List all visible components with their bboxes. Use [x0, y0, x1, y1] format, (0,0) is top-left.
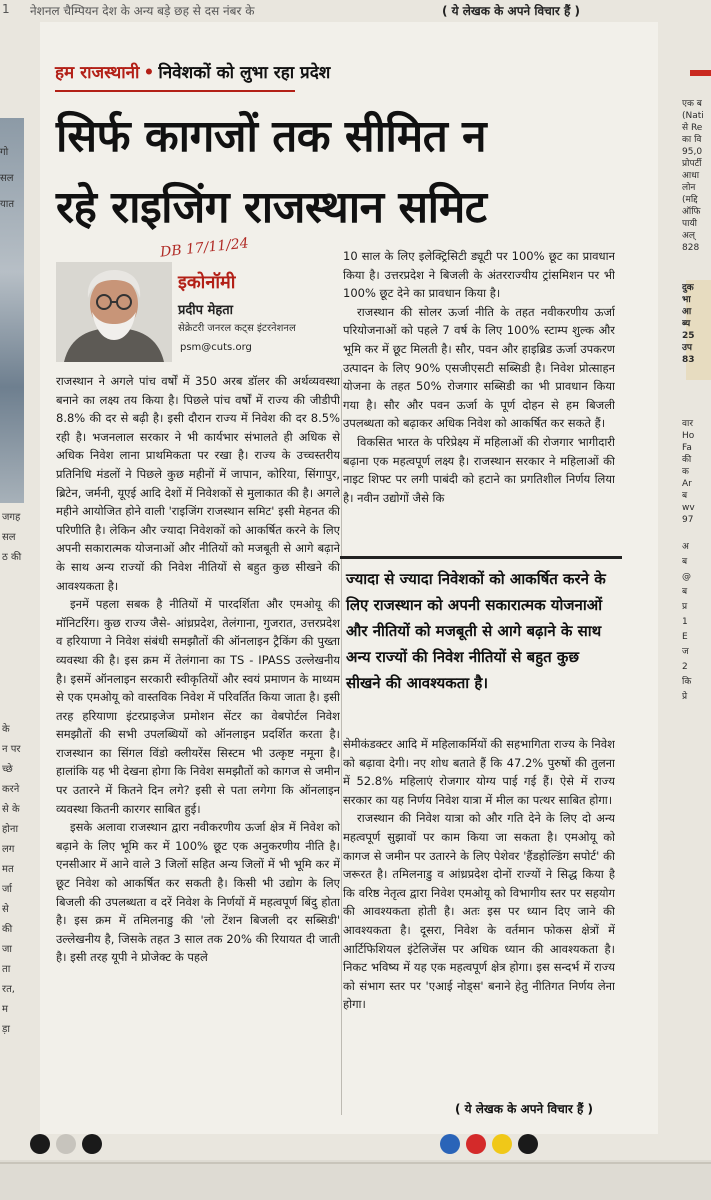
author-email: psm@cuts.org — [180, 342, 252, 353]
section-label: इकोनॉमी — [178, 272, 236, 293]
article-body-right-column-bottom — [343, 735, 615, 1093]
body-paragraph: इनमें पहला सबक है नीतियों में पारदर्शिता और एमओयू की मॉनिटरिंग। कुछ राज्य जैसे- आंध्रप्रदेश, तेलंगाना, गुजरात, उत्तरप्रदेश व हरियाणा ने निवेश संबंधी समझौतों की ऑनलाइन ट्रैकिंग की पुख्ता व्यवस्था की है। इस क्रम में तेलंगाना का TS - IPASS उल्लेखनीय है। इसमें ऑनलाइन सरकारी स्वीकृतियों और स्वयं प्रमाणन के माध्यम से एक एमओयू को वास्तविक निवेश में परिवर्तित किया जाता है। इसी तरह हरियाणा इंटरप्राइजेज प्रमोशन सेंटर का वेबपोर्टल निवेश समझौतों की सभी उपलब्धियों को ऑनलाइन प्रदर्शित करता है। राजस्थान का सिंगल विंडो क्लीयरेंस सिस्टम भी उत्कृष्ट नमूना है। हालांकि यह भी देखना होगा कि निवेश समझौतों को कागज से जमीन पर उतारने में कितने दिन लगे? इसी से पता लगेगा कि ऑनलाइन व्यवस्था कितनी कारगर साबित हुई। — [56, 597, 340, 816]
kicker-bullet: • — [143, 63, 155, 83]
page-bottom-rule — [0, 1162, 711, 1164]
pull-quote: ज्यादा से ज्यादा निवेशकों को आकर्षित करने के लिए राजस्थान को अपनी सकारात्मक योजनाओं और नीतियों को मजबूती से आगे बढ़ाने के साथ अन्य राज्यों की निवेश नीतियों से बहुत कुछ सीखने की आवश्यकता है। — [346, 570, 606, 692]
registration-dot — [56, 1134, 76, 1154]
body-paragraph: राजस्थान की सोलर ऊर्जा नीति के तहत नवीकरणीय ऊर्जा परियोजनाओं को पहले 7 वर्ष के लिए 100% स्टाम्प शुल्क और भूमि कर में छूट मिलती है। सौर, पवन और हाइब्रिड ऊर्जा उपकरण उत्पादन के लिए 90% एसजीएसटी सब्सिडी है। निवेश प्रोत्साहन योजना के तहत 50% रोजगार सब्सिडी का भी प्रावधान किया गया है। सौर और पवन ऊर्जा के पूर्ण दोहन से हम बिजली उपलब्धता को बढ़ाकर अधिक निवेश को आकर्षित कर सकते हैं। — [343, 304, 615, 431]
author-portrait-sketch — [56, 262, 172, 362]
body-paragraph: 10 साल के लिए इलेक्ट्रिसिटी ड्यूटी पर 100% छूट का प्रावधान किया है। उत्तरप्रदेश ने बिजली के अंतरराज्यीय ट्रांसमिशन पर भी 100% छूट देने का प्रावधान किया है। — [343, 249, 615, 301]
author-name: प्रदीप मेहता — [178, 303, 234, 318]
registration-dot — [492, 1134, 512, 1154]
registration-dot — [30, 1134, 50, 1154]
headline-line-2: रहे राइजिंग राजस्थान समिट — [56, 182, 487, 233]
print-registration-bar — [0, 1128, 711, 1160]
article-kicker — [55, 60, 330, 83]
right-neighbor-fragment-b: दुक भा आ ब्य 25 उप 83 — [682, 283, 695, 365]
handwritten-date-annotation: DB 17/11/24 — [159, 235, 250, 261]
body-paragraph: विकसित भारत के परिप्रेक्ष्य में महिलाओं की रोजगार भागीदारी बढ़ाना एक महत्वपूर्ण लक्ष्य है। राजस्थान सरकार ने महिलाओं की नाइट शिफ्ट पर लगी पाबंदी को हटाने का प्रगतिशील निर्णय लिया है। नवीन उद्योगों जैसे कि — [343, 434, 615, 505]
left-neighbor-fragment-b: के न पर च्छे करने से के होना लग मत र्जा से की जा ता रत, म ड़ा — [2, 724, 21, 1035]
article-body-right-column-top — [343, 247, 615, 535]
kicker-topic: निवेशकों को लुभा रहा प्रदेश — [158, 63, 331, 83]
kicker-underline — [55, 90, 295, 92]
previous-article-credit: ( ये लेखक के अपने विचार हैं ) — [442, 4, 580, 18]
headline-line-1: सिर्फ कागजों तक सीमित न — [56, 111, 487, 162]
registration-dot — [466, 1134, 486, 1154]
registration-dot — [440, 1134, 460, 1154]
right-neighbor-fragment-c: वार Ho Fa की क Ar ब wv 97 — [682, 419, 695, 525]
series-label: हम राजस्थानी — [55, 63, 140, 83]
page-fragment-number: 1 — [2, 2, 10, 16]
article-body-left-column — [56, 372, 340, 1117]
previous-article-fragment: नेशनल चैम्पियन देश के अन्य बड़े छह से दस नंबर के — [30, 4, 255, 18]
body-paragraph: सेमीकंडक्टर आदि में महिलाकर्मियों की सहभागिता राज्य के निवेश को बढ़ावा देगी। नए शोध बताते हैं कि 47.2% पुरुषों की तुलना में 52.8% महिलाएं रोजगार योग्य पाई गई हैं। ऐसे में राज्य सरकार का यह निर्णय निवेश यात्रा में मील का पत्थर साबित होगा। — [343, 737, 615, 807]
registration-dot — [518, 1134, 538, 1154]
right-neighbor-fragment-d: अ ब @ ब प्र 1 E ज 2 कि प्रे — [682, 542, 692, 702]
body-paragraph: इसके अलावा राजस्थान द्वारा नवीकरणीय ऊर्जा क्षेत्र में निवेश को बढ़ाने के लिए भूमि कर में 100% छूट एक अनुकरणीय नीति है। एनसीआर में आने वाले 3 जिलों सहित अन्य जिलों में भी भूमि कर में छूट निवेश को आकर्षित कर सकती है। किसी भी उद्योग के लिए बिजली की उपलब्धता व दरें निवेश के निर्णयों में महत्वपूर्ण बिंदु होता है। इस क्रम में तमिलनाडु की 'लो टेंशन बिजली दर सब्सिडी' उल्लेखनीय है, जिसके तहत 3 साल तक 20% की रियायत दी जाती है। इसी तरह यूपी ने प्रोजेक्ट के पहले — [56, 820, 340, 965]
page-bottom-margin — [0, 1160, 711, 1200]
neighbor-red-mark — [690, 70, 711, 76]
left-neighbor-top-fragment: गो सल यात — [0, 147, 15, 210]
author-title: सेक्रेटरी जनरल कट्स इंटरनेशनल — [178, 323, 296, 334]
column-divider — [341, 370, 342, 1115]
body-paragraph: राजस्थान की निवेश यात्रा को और गति देने के लिए दो अन्य महत्वपूर्ण सुझावों पर काम किया जा सकता है। एमओयू को कागज से जमीन पर उतारने के लिए पेशेवर 'हैंडहोल्डिंग सपोर्ट' की जरूरत है। तमिलनाडु व आंध्रप्रदेश दोनों राज्यों ने सिद्ध किया है कि वरिष्ठ नेतृत्व द्वारा निवेश एमओयू को विभागीय स्तर पर सहयोग की आवश्यकता होती है। अतः इस पर ध्यान दिए जाने की आवश्यकता है। दूसरा, निवेश के वर्तमान फोकस क्षेत्रों में आर्टिफिशियल इंटेलिजेंस पर अधिक ध्यान की आवश्यकता है। निकट भविष्य में यह एक महत्वपूर्ण क्षेत्र होगा। इस सन्दर्भ में राज्य को संभाग स्तर पर 'एआई नोड्स' बनाने हेतु नीतिगत निर्णय लेना होगा। — [343, 811, 615, 1012]
right-neighbor-fragment-a: एक ब (Nati से Re का वि 95,0 प्रोपर्टी आधा लोन (मद्दि ऑफि पायी अल् 828 — [682, 99, 704, 253]
author-photo — [56, 262, 172, 362]
left-neighbor-fragment-a: जगह सल ठ की — [2, 512, 22, 563]
body-paragraph: राजस्थान ने अगले पांच वर्षों में 350 अरब डॉलर की अर्थव्यवस्था बनाने का लक्ष्य तय किया है। पिछले पांच वर्षों में राज्य की जीडीपी 8.8% की दर से बढ़ी है। इसी दौरान राज्य में निवेश की दर 8.5% रही है। भजनलाल सरकार ने भी कार्यभार संभालते ही अधिक से अधिक निवेश लाना प्राथमिकता पर रखा है। राज्य के उच्चस्तरीय प्रतिनिधि मंडलों ने पिछले कुछ महीनों में जापान, कोरिया, सिंगापुर, ब्रिटेन, जर्मनी, यूएई आदि देशों में निवेशकों से मुलाकात की है। अगले महीने आयोजित होने वाली 'राइजिंग राजस्थान समिट' इसी मेहनत की परिणीति है। लेकिन और ज्यादा निवेशकों को आकर्षित करने के लिए अपनी सकारात्मक योजनाओं और नीतियों को मजबूती से आगे बढ़ाने के साथ अन्य राज्यों की निवेश नीतियों से बहुत कुछ सीखने की आवश्यकता है। — [56, 374, 340, 593]
registration-dot — [82, 1134, 102, 1154]
closing-credit: ( ये लेखक के अपने विचार हैं ) — [455, 1102, 593, 1116]
